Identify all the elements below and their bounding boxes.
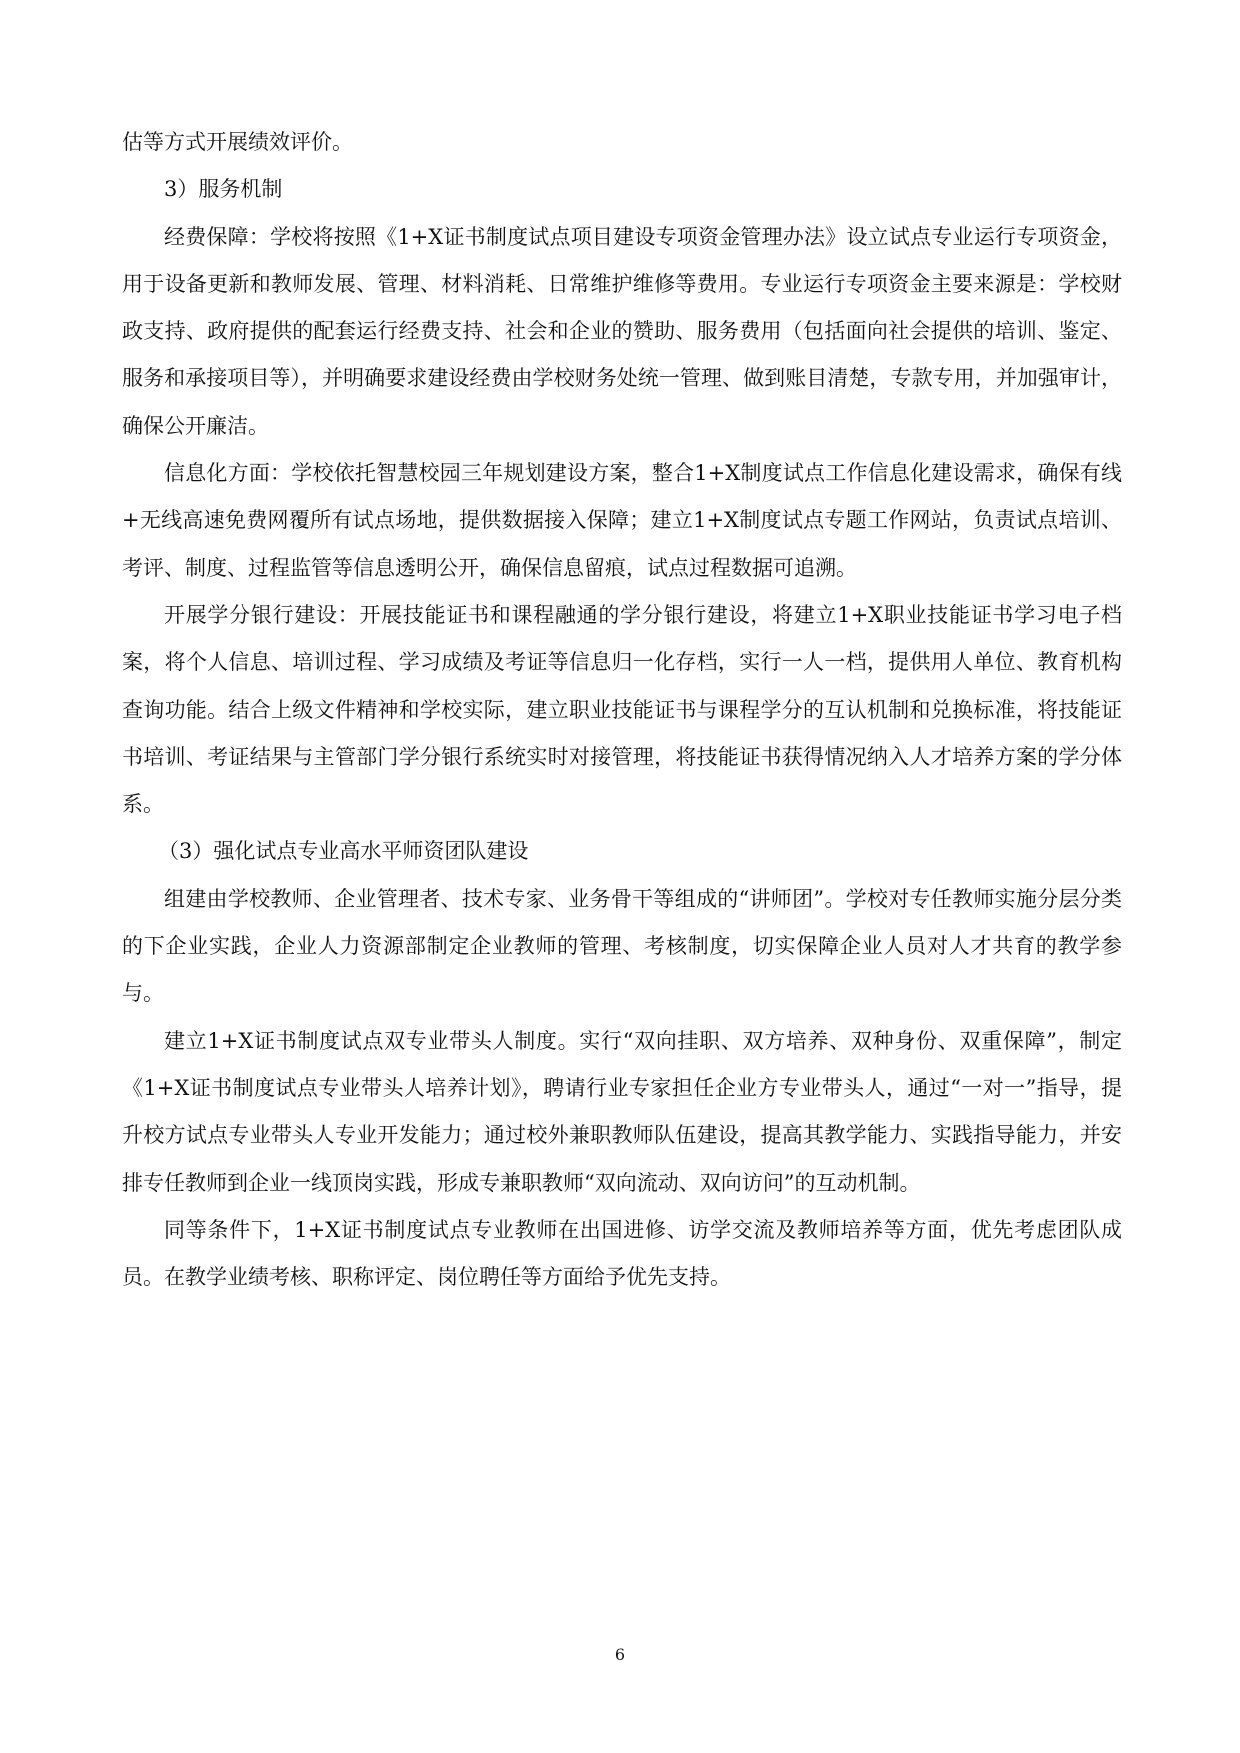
heading-teacher-team: （3）强化试点专业高水平师资团队建设 bbox=[158, 839, 529, 864]
paragraph-continuation: 估等方式开展绩效评价。 bbox=[122, 130, 353, 154]
paragraph-priority-support: 同等条件下，1+X证书制度试点专业教师在出国进修、访学交流及教师培养等方面，优先考虑团队成员。在教学业绩考核、职称评定、岗位聘任等方面给予优先支持。 bbox=[122, 1217, 1122, 1290]
paragraph-funding: 经费保障：学校将按照《1+X证书制度试点项目建设专项资金管理办法》设立试点专业运行专项资金，用于设备更新和教师发展、管理、材料消耗、日常维护维修等费用。专业运行专项资金主要来源是：学校财政支持、政府提供的配套运行经费支持、社会和企业的赞助、服务费用（包括面向社会提供的培训、鉴定、服务和承接项目等），并明确要求建设经费由学校财务处统一管理、做到账目清楚，专款专用，并加强审计，确保公开廉洁。 bbox=[122, 224, 1122, 438]
paragraph-dual-leader: 建立1+X证书制度试点双专业带头人制度。实行“双向挂职、双方培养、双种身份、双重保障”，制定《1+X证书制度试点专业带头人培养计划》，聘请行业专家担任企业方专业带头人，通过“一对一”指导，提升校方试点专业带头人专业开发能力；通过校外兼职教师队伍建设，提高其教学能力、实践指导能力，并安排专任教师到企业一线顶岗实践，形成专兼职教师“双向流动、双向访问”的互动机制。 bbox=[122, 1028, 1122, 1195]
paragraph-informatization: 信息化方面：学校依托智慧校园三年规划建设方案，整合1+X制度试点工作信息化建设需求，确保有线+无线高速免费网覆所有试点场地，提供数据接入保障；建立1+X制度试点专题工作网站，负责试点培训、考评、制度、过程监管等信息透明公开，确保信息留痕，试点过程数据可追溯。 bbox=[122, 461, 1122, 580]
document-body bbox=[122, 119, 1122, 1301]
paragraph-credit-bank: 开展学分银行建设：开展技能证书和课程融通的学分银行建设，将建立1+X职业技能证书学习电子档案，将个人信息、培训过程、学习成绩及考证等信息归一化存档，实行一人一档，提供用人单位、教育机构查询功能。结合上级文件精神和学校实际，建立职业技能证书与课程学分的互认机制和兑换标准，将技能证书培训、考证结果与主管部门学分银行系统实时对接管理，将技能证书获得情况纳入人才培养方案的学分体系。 bbox=[122, 602, 1122, 817]
page-number: 6 bbox=[614, 1645, 626, 1664]
heading-service-mechanism: 3）服务机制 bbox=[164, 177, 283, 202]
paragraph-lecturer-group: 组建由学校教师、企业管理者、技术专家、业务骨干等组成的“讲师团”。学校对专任教师实施分层分类的下企业实践，企业人力资源部制定企业教师的管理、考核制度，切实保障企业人员对人才共育的教学参与。 bbox=[122, 886, 1122, 1006]
